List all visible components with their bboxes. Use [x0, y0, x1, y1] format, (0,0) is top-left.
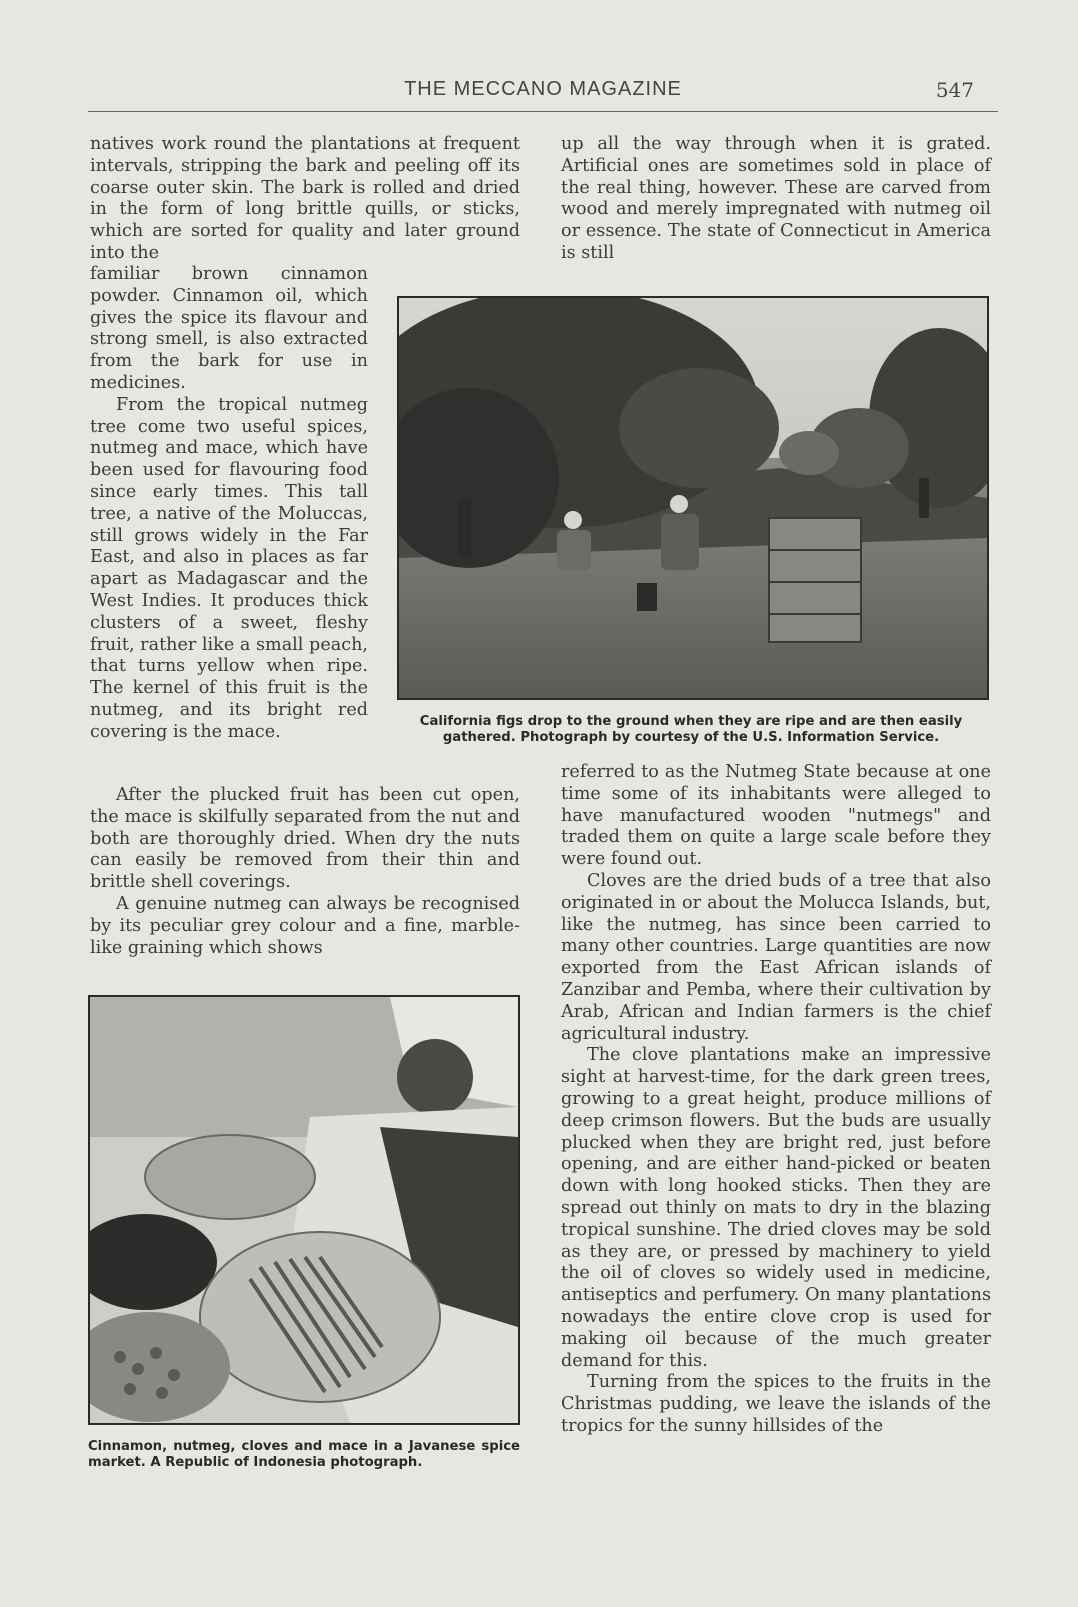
page-header — [88, 78, 998, 106]
body-paragraph: Turning from the spices to the fruits in the Christmas pudding, we leave the islands of the tropics for the sunny hillsides of the — [561, 1372, 991, 1436]
body-paragraph: Cloves are the dried buds of a tree that also originated in or about the Molucca Islands, but, like the nutmeg, has since been carried to many other countries. Large quantities are now exported from the East African islands of Zanzibar and Pemba, where their cultivation by Arab, African and Indian farmers is the chief agricultural industry. — [561, 870, 991, 1044]
body-paragraph: familiar brown cinnamon powder. Cinnamon oil, which gives the spice its flavour and strong smell, is also extracted from the bark for use in medicines. — [90, 264, 368, 393]
fig-orchard-photo — [397, 296, 989, 700]
fig-orchard-image — [399, 298, 987, 698]
right-column-bottom — [561, 762, 991, 1438]
header-rule — [88, 111, 998, 112]
magazine-title: THE MECCANO MAGAZINE — [404, 78, 682, 100]
body-paragraph: natives work round the plantations at frequent intervals, stripping the bark and peeling off its coarse outer skin. The bark is rolled and dried in the form of long brittle quills, or sticks, which are sorted for quality and later ground into the — [90, 134, 520, 263]
body-paragraph: From the tropical nutmeg tree come two useful spices, nutmeg and mace, which have been used for flavouring food since early times. This tall tree, a native of the Moluccas, still grows widely in the Far East, and also in places as far apart as Madagascar and the West Indies. It produces thick clusters of a sweet, fleshy fruit, rather like a small peach, that turns yellow when ripe. The kernel of this fruit is the nutmeg, and its bright red covering is the mace. — [90, 394, 368, 742]
spice-photo-caption: Cinnamon, nutmeg, cloves and mace in a Javanese spice market. A Republic of Indonesia photograph. — [88, 1439, 520, 1470]
left-column-bottom — [90, 785, 520, 959]
left-column-narrow — [90, 264, 368, 744]
right-column-top — [561, 134, 991, 265]
fig-photo-caption: California figs drop to the ground when they are ripe and are then easily gathered. Photograph by courtesy of the U.S. Information Service. — [419, 714, 963, 745]
spice-market-image — [90, 997, 518, 1423]
body-paragraph: referred to as the Nutmeg State because at one time some of its inhabitants were alleged to have manufactured wooden "nutmegs" and traded them on quite a large scale before they were found out. — [561, 762, 991, 870]
body-paragraph: After the plucked fruit has been cut open, the mace is skilfully separated from the nut and both are thoroughly dried. When dry the nuts can easily be removed from their thin and brittle shell coverings. — [90, 785, 520, 893]
left-column-top — [90, 134, 520, 265]
spice-market-photo — [88, 995, 520, 1425]
page-number: 547 — [935, 78, 974, 102]
body-paragraph: A genuine nutmeg can always be recognised by its peculiar grey colour and a fine, marble-like graining which shows — [90, 893, 520, 958]
body-paragraph: up all the way through when it is grated. Artificial ones are sometimes sold in place of the real thing, however. These are carved from wood and merely impregnated with nutmeg oil or essence. The state of Connecticut in America is still — [561, 134, 991, 263]
body-paragraph: The clove plantations make an impressive sight at harvest-time, for the dark green trees, growing to a great height, produce millions of deep crimson flowers. But the buds are usually plucked when they are bright red, just before opening, and are either hand-picked or beaten down with long hooked sticks. Then they are spread out thinly on mats to dry in the blazing tropical sunshine. The dried cloves may be sold as they are, or pressed by machinery to yield the oil of cloves so widely used in medicine, antiseptics and perfumery. On many plantations nowadays the entire clove crop is used for making oil because of the much greater demand for this. — [561, 1045, 991, 1371]
